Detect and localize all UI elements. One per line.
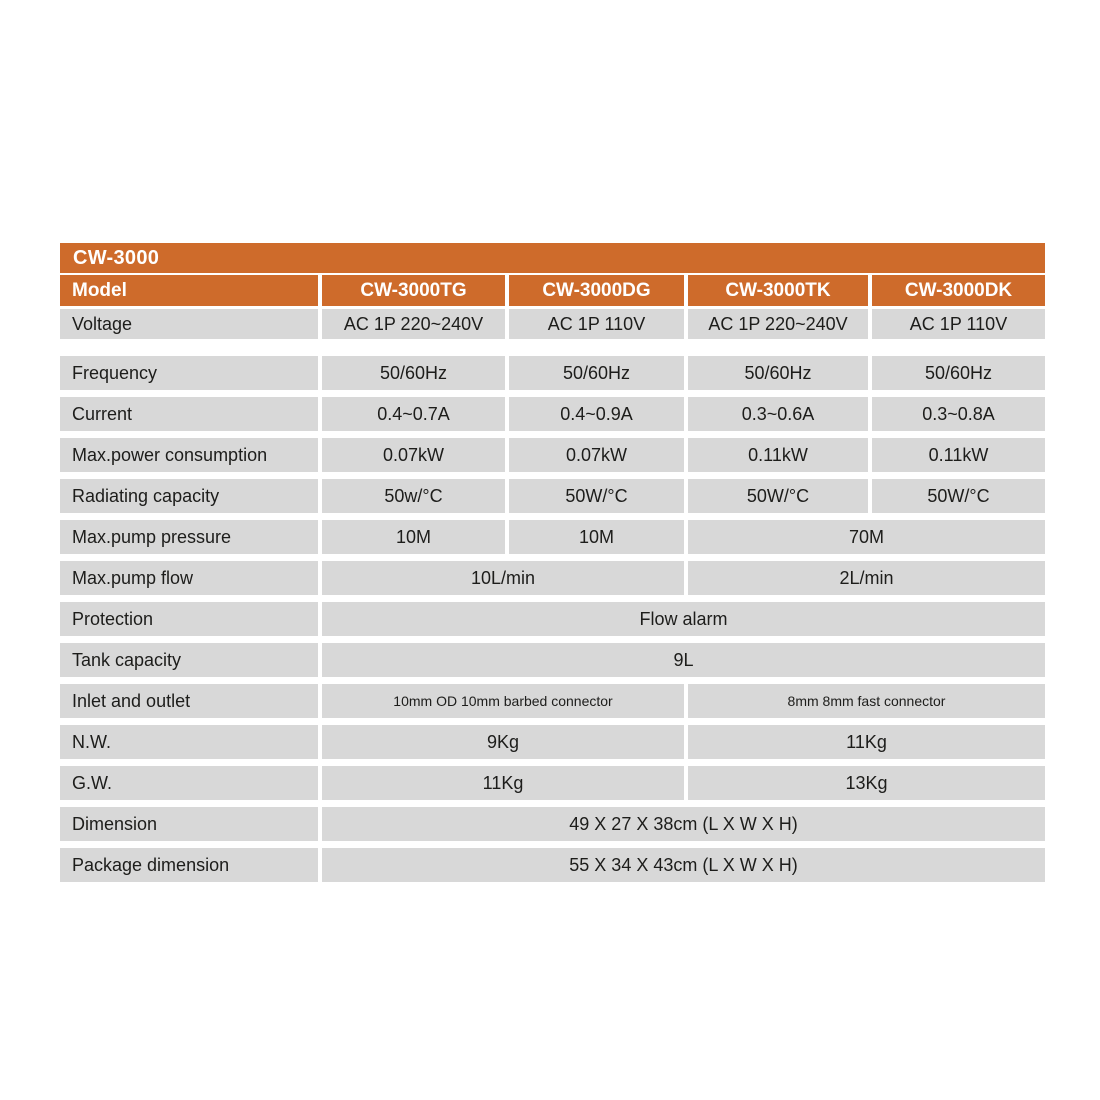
table-row-radiating-capacity: [60, 479, 1045, 513]
column-header-cw3000dk: CW-3000DK: [872, 275, 1045, 306]
cell-value: 50/60Hz: [688, 356, 868, 390]
cell-value: 50W/°C: [688, 479, 868, 513]
cell-value: 0.11kW: [872, 438, 1045, 472]
column-header-cw3000tk: CW-3000TK: [688, 275, 868, 306]
table-row-current: [60, 397, 1045, 431]
table-row-voltage: [60, 309, 1045, 339]
cell-value: 0.3~0.6A: [688, 397, 868, 431]
table-row-inlet-and-outlet: [60, 684, 1045, 718]
row-label: Max.power consumption: [60, 438, 318, 472]
cell-value: 11Kg: [322, 766, 684, 800]
cell-value: 0.11kW: [688, 438, 868, 472]
table-row-net-weight: [60, 725, 1045, 759]
table-row-tank-capacity: [60, 643, 1045, 677]
cell-value: 0.07kW: [509, 438, 684, 472]
cell-value: 0.3~0.8A: [872, 397, 1045, 431]
cell-value: Flow alarm: [322, 602, 1045, 636]
cell-value: 10L/min: [322, 561, 684, 595]
cell-value: AC 1P 110V: [509, 309, 684, 339]
table-title-bar: [60, 243, 1045, 273]
table-row-max-pump-pressure: [60, 520, 1045, 554]
cell-value: 0.4~0.7A: [322, 397, 505, 431]
cell-value: 13Kg: [688, 766, 1045, 800]
row-label: G.W.: [60, 766, 318, 800]
cell-value: 9Kg: [322, 725, 684, 759]
cell-value: 0.07kW: [322, 438, 505, 472]
table-row-max-pump-flow: [60, 561, 1045, 595]
row-label: Voltage: [60, 309, 318, 339]
row-label: Current: [60, 397, 318, 431]
cell-value: 0.4~0.9A: [509, 397, 684, 431]
table-row-dimension: [60, 807, 1045, 841]
row-label: Tank capacity: [60, 643, 318, 677]
column-header-cw3000dg: CW-3000DG: [509, 275, 684, 306]
spec-table: [60, 243, 1045, 882]
table-title: CW-3000: [73, 246, 160, 269]
table-row-package-dimension: [60, 848, 1045, 882]
cell-value: 9L: [322, 643, 1045, 677]
table-row-gross-weight: [60, 766, 1045, 800]
row-label: Inlet and outlet: [60, 684, 318, 718]
cell-value: 70M: [688, 520, 1045, 554]
row-label: Max.pump pressure: [60, 520, 318, 554]
table-row-frequency: [60, 356, 1045, 390]
cell-value: 50w/°C: [322, 479, 505, 513]
cell-value: 50/60Hz: [509, 356, 684, 390]
row-label: Radiating capacity: [60, 479, 318, 513]
cell-value: 49 X 27 X 38cm (L X W X H): [322, 807, 1045, 841]
cell-value: 55 X 34 X 43cm (L X W X H): [322, 848, 1045, 882]
cell-value: 10M: [509, 520, 684, 554]
cell-value: AC 1P 110V: [872, 309, 1045, 339]
cell-value: 50W/°C: [509, 479, 684, 513]
cell-value: 10mm OD 10mm barbed connector: [322, 684, 684, 718]
cell-value: 50/60Hz: [872, 356, 1045, 390]
cell-value: AC 1P 220~240V: [688, 309, 868, 339]
row-label: Frequency: [60, 356, 318, 390]
cell-value: AC 1P 220~240V: [322, 309, 505, 339]
cell-value: 11Kg: [688, 725, 1045, 759]
cell-value: 8mm 8mm fast connector: [688, 684, 1045, 718]
column-header-cw3000tg: CW-3000TG: [322, 275, 505, 306]
cell-value: 10M: [322, 520, 505, 554]
row-label: N.W.: [60, 725, 318, 759]
row-label: Protection: [60, 602, 318, 636]
table-row-protection: [60, 602, 1045, 636]
cell-value: 50/60Hz: [322, 356, 505, 390]
model-header-row: [60, 275, 1045, 306]
cell-value: 2L/min: [688, 561, 1045, 595]
cell-value: 50W/°C: [872, 479, 1045, 513]
row-label: Package dimension: [60, 848, 318, 882]
model-header-label: Model: [60, 275, 318, 306]
table-row-max-power-consumption: [60, 438, 1045, 472]
row-label: Max.pump flow: [60, 561, 318, 595]
row-label: Dimension: [60, 807, 318, 841]
